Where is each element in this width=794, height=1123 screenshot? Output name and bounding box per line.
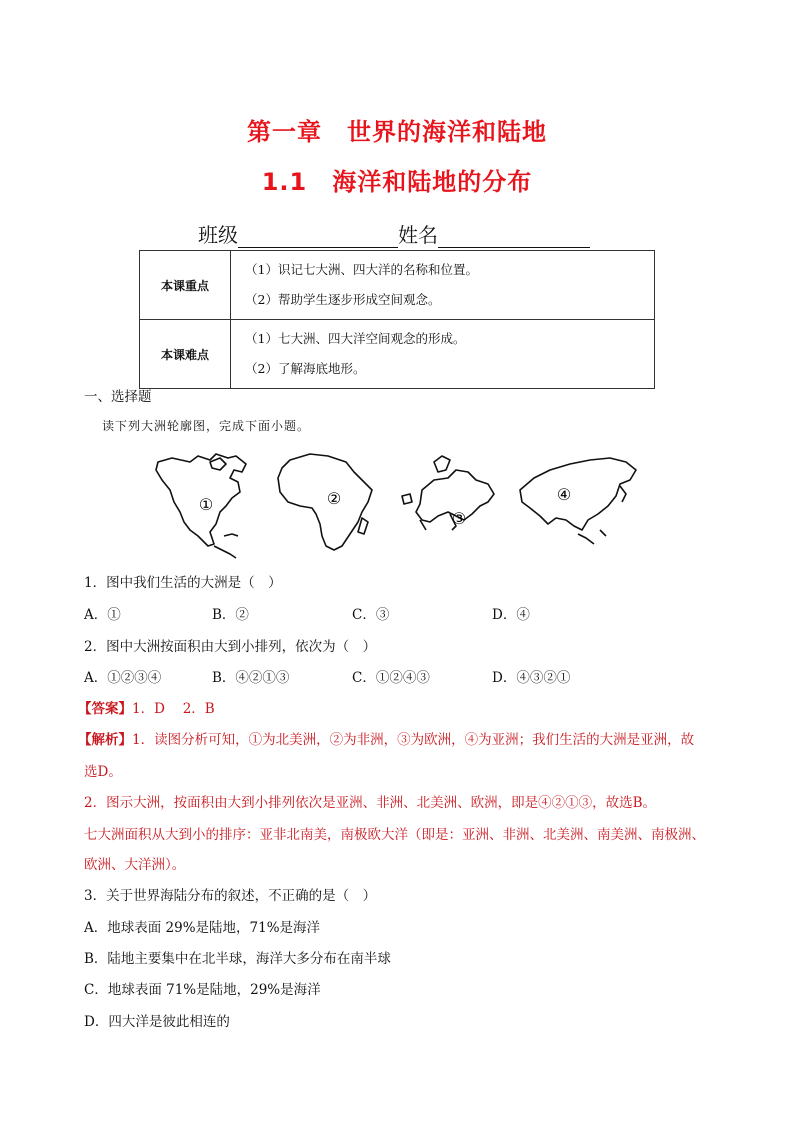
difficult-points-label: 本课难点 [140, 320, 231, 389]
difficult-points-cell [231, 320, 655, 389]
class-label: 班级 [198, 223, 238, 247]
class-blank[interactable] [238, 225, 398, 248]
analysis-line-4: 七大洲面积从大到小的排序：亚非北南美，南极欧大洋（即是：亚洲、非洲、北美洲、南美洲、南极洲、 [84, 827, 705, 843]
section-title: 一、选择题 [84, 389, 152, 405]
q2-option-a[interactable]: A．①②③④ [84, 670, 162, 686]
q3-option-d[interactable]: D．四大洋是彼此相连的 [84, 1014, 230, 1030]
q3-option-c[interactable]: C．地球表面 71%是陆地，29%是海洋 [84, 982, 321, 998]
name-label: 姓名 [398, 223, 438, 247]
continent-label-1: ① [198, 495, 214, 514]
q1-option-c[interactable]: C．③ [352, 607, 390, 623]
q3-option-a[interactable]: A．地球表面 29%是陆地，71%是海洋 [84, 920, 321, 936]
analysis-line-2: 选D。 [84, 764, 122, 780]
student-info-line [198, 219, 590, 248]
lesson-title: 1.1 海洋和陆地的分布 [261, 168, 533, 196]
q2-option-c[interactable]: C．①②④③ [352, 670, 430, 686]
difficult-point-item: （2）了解海底地形。 [245, 361, 366, 376]
answer-text: 1．D 2．B [132, 701, 215, 717]
analysis-line-3: 2．图示大洲，按面积由大到小排列依次是亚洲、非洲、北美洲、欧洲，即是④②①③，故选B。 [84, 795, 657, 811]
asia-outline [520, 458, 636, 530]
q2-option-b[interactable]: B．④②①③ [212, 670, 290, 686]
difficult-point-item: （1）七大洲、四大洋空间观念的形成。 [245, 331, 466, 346]
africa-outline [278, 454, 372, 550]
question-1-stem: 1．图中我们生活的大洲是（ ） [84, 575, 282, 591]
q1-option-d[interactable]: D．④ [492, 607, 530, 623]
analysis-text-1: 1．读图分析可知，①为北美洲，②为非洲，③为欧洲，④为亚洲；我们生活的大洲是亚洲，故 [132, 732, 695, 748]
question-2-stem: 2．图中大洲按面积由大到小排列，依次为（ ） [84, 639, 377, 655]
continent-outlines-figure [150, 450, 650, 560]
objectives-table [139, 250, 655, 389]
question-3-stem: 3．关于世界海陆分布的叙述，不正确的是（ ） [84, 888, 377, 904]
answer-label: 【答案】 [78, 701, 132, 717]
q3-option-b[interactable]: B．陆地主要集中在北半球，海洋大多分布在南半球 [84, 951, 391, 967]
continent-label-4: ④ [556, 485, 572, 504]
answer-line [78, 697, 215, 717]
key-point-item: （2）帮助学生逐步形成空间观念。 [245, 292, 441, 307]
continent-label-3: ③ [451, 509, 467, 528]
continent-label-2: ② [326, 489, 342, 508]
analysis-label: 【解析】 [78, 732, 132, 748]
analysis-line-1 [78, 728, 694, 748]
q1-option-b[interactable]: B．② [212, 607, 249, 623]
q2-option-d[interactable]: D．④③②① [492, 670, 571, 686]
key-points-label: 本课重点 [140, 251, 231, 320]
chapter-title: 第一章 世界的海洋和陆地 [247, 118, 547, 146]
key-point-item: （1）识记七大洲、四大洋的名称和位置。 [245, 262, 478, 277]
map-intro: 读下列大洲轮廓图，完成下面小题。 [102, 419, 311, 433]
key-points-cell [231, 251, 655, 320]
name-blank[interactable] [438, 225, 590, 248]
analysis-line-5: 欧洲、大洋洲）。 [84, 857, 186, 873]
q1-option-a[interactable]: A．① [84, 607, 121, 623]
